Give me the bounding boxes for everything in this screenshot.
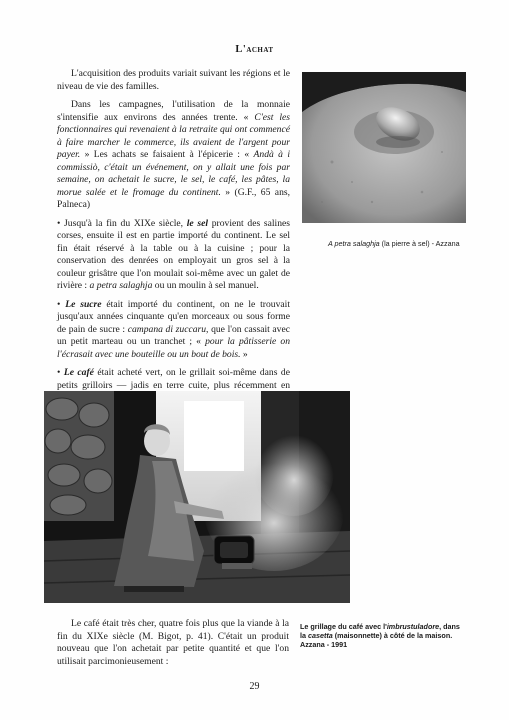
paragraph-sucre: • Le sucre était importé du continent, on ne le trouvait jusqu'aux années cinquante qu'en morceaux ou sous forme de pain de sucre : campana di zuccaru, que l'on cassait avec un petit marteau ou un tranchet ; « pour la pâtisserie on l'écrasait avec une bouteille ou un bout de bois. » bbox=[57, 298, 290, 360]
paragraph-campagnes: Dans les campagnes, l'utilisation de la monnaie s'intensifie aux environs des années trente. « C'est les fonctionnaires qui revenaient à la retraite qui ont commencé à faire marcher le commerce, ils avaient de l'argent pour payer. » Les achats se faisaient à l'épicerie : « Andà à i commissiò, c'était un événement, on y allait une fois par semaine, on achetait le sucre, le sel, le café, les pâtes, la morue salée et le fromage du continent. » (G.F., 65 ans, Palneca) bbox=[57, 99, 290, 210]
page-title: L'achat bbox=[235, 44, 274, 55]
paragraph-cafe: • Le café était acheté vert, on le grillait soi-même dans de petits grilloirs — jadis en terre cuite, plus récemment en bbox=[57, 367, 290, 391]
salt-stone-photo bbox=[302, 72, 466, 223]
page-number: 29 bbox=[249, 681, 260, 692]
coffee-roasting-caption: Le grillage du café avec l'imbrustuladore, dans la casetta (maisonnette) à côté de la maison. Azzana - 1991 bbox=[300, 622, 460, 649]
paragraph-intro: L'acquisition des produits variait suivant les régions et le niveau de vie des familles. bbox=[57, 68, 290, 92]
salt-stone-caption: A petra salaghja (la pierre à sel) - Azzana bbox=[328, 239, 460, 248]
text-column-bottom bbox=[57, 618, 289, 674]
coffee-roasting-photo bbox=[44, 391, 350, 603]
paragraph-sel: • Jusqu'à la fin du XIXe siècle, le sel provient des salines corses, ensuite il est en partie importé du continent. Le sel fin était réservé à la table ou à la cuisine ; pour la conservation des denrées on employait un gros sel à la couleur grisâtre que l'on moulait soi-même avec un galet de rivière : a petra salaghja ou un moulin à sel manuel. bbox=[57, 217, 290, 291]
paragraph-cafe-prix: Le café était très cher, quatre fois plus que la viande à la fin du XIXe siècle (M. Bigot, p. 41). C'était un produit nouveau que l'on achetait par petite quantité et que l'on utilisait parcimonieusement : bbox=[57, 618, 289, 667]
